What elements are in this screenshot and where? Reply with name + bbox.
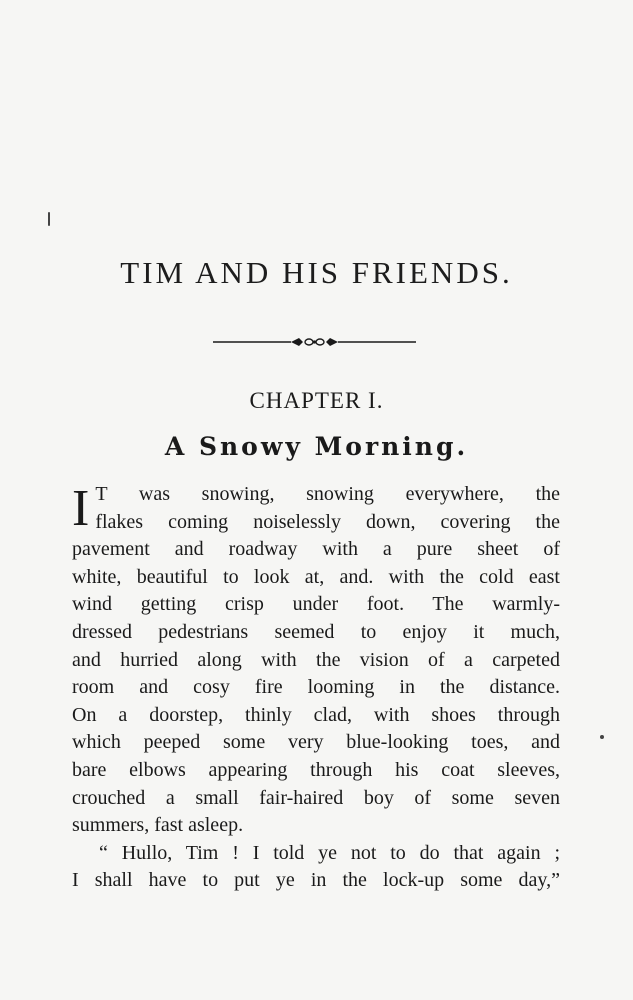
text-line: white, beautiful to look at, and. with the cold east: [72, 565, 560, 588]
chapter-heading: CHAPTER I.: [249, 388, 384, 413]
text-line: and hurried along with the vision of a carpeted: [72, 648, 560, 671]
text-line: crouched a small fair-haired boy of some seven: [72, 786, 560, 809]
text-line: flakes coming noiselessly down, covering the: [95, 510, 560, 533]
text-line: T was snowing, snowing everywhere, the: [95, 483, 560, 505]
margin-speck: [600, 735, 604, 739]
margin-speck: [48, 212, 50, 226]
text-line: which peeped some very blue-looking toes, and: [72, 731, 560, 754]
text-line: dressed pedestrians seemed to enjoy it much,: [72, 620, 560, 643]
chapter-title: A Snowy Morning.: [164, 432, 469, 461]
drop-cap: I: [72, 480, 90, 537]
text-line: On a doorstep, thinly clad, with shoes through: [72, 703, 560, 726]
text-line: pavement and roadway with a pure sheet of: [72, 538, 560, 561]
ornament-divider: [213, 333, 416, 351]
text-line: bare elbows appearing through his coat sleeves,: [72, 758, 560, 781]
text-line: wind getting crisp under foot. The warmly-: [72, 593, 560, 616]
book-title: TIM AND HIS FRIENDS.: [120, 255, 513, 290]
text-line: I shall have to put ye in the lock-up some day,”: [72, 869, 560, 892]
text-line: “ Hullo, Tim ! I told ye not to do that again ;: [99, 841, 560, 864]
text-line: summers, fast asleep.: [72, 814, 244, 837]
text-line: room and cosy fire looming in the distance.: [72, 676, 560, 699]
chapter-text: [72, 481, 560, 895]
